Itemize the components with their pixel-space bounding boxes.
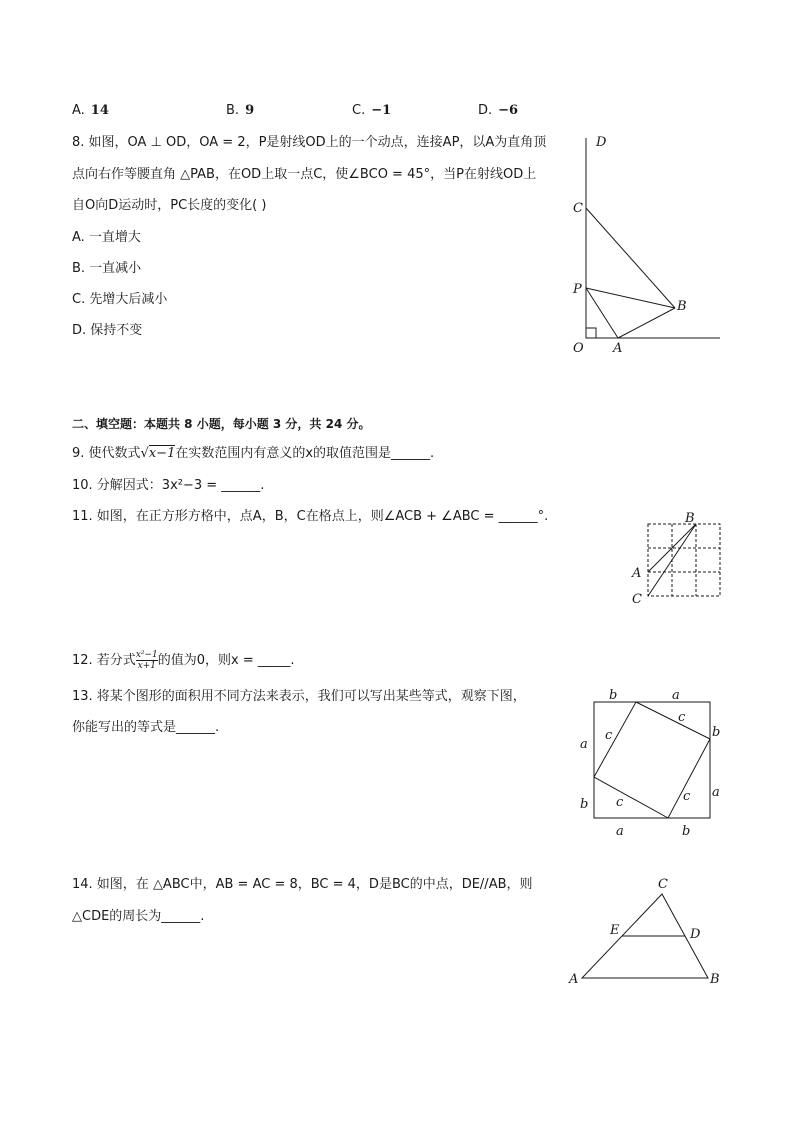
label-b: B: [685, 511, 695, 526]
label-b: B: [677, 299, 687, 314]
section-2-heading: 二、填空题：本题共 8 小题，每小题 3 分，共 24 分。: [72, 417, 371, 431]
segment-ab: [618, 308, 675, 338]
label-a-left: a: [580, 737, 588, 752]
q14-figure: [566, 872, 726, 992]
q12-text: 12. 若分式 $\frac{\text{x²−1}}{x+1}$ 的值为0，则x = _____.: [72, 650, 295, 671]
q12-fraction: $\frac{\text{x²−1}}{x+1}$: [135, 650, 158, 671]
grid-outline: [648, 524, 720, 596]
q13-figure: [572, 684, 732, 840]
q13-line-1: 13. 将某个图形的面积用不同方法来表示，我们可以写出某些等式，观察下图，: [72, 689, 526, 704]
right-angle-mark: [586, 328, 596, 338]
label-c: C: [658, 877, 668, 892]
label-a-bottom: a: [616, 824, 624, 839]
q8-line-3: 自O向D运动时，PC长度的变化( ): [72, 198, 267, 213]
label-a-right: a: [712, 785, 720, 800]
inner-square: [594, 702, 710, 818]
q14-line-1: 14. 如图，在 △ABC中，AB = AC = 8，BC = 4，D是BC的中点，DE//AB，则: [72, 877, 533, 892]
label-d: D: [690, 927, 701, 942]
q9-radicand: x−1: [148, 446, 176, 461]
segment-pb: [586, 288, 675, 308]
q13-line-2: 你能写出的等式是______.: [72, 720, 220, 735]
label-c-4: c: [616, 795, 624, 810]
label-b-left: b: [580, 797, 589, 812]
label-a: A: [632, 566, 642, 581]
label-b-bottom: b: [682, 824, 691, 839]
q11-text: 11. 如图，在正方形方格中，点A，B，C在格点上，则∠ACB + ∠ABC = ______°.: [72, 509, 549, 524]
label-b-top: b: [609, 688, 618, 703]
label-c: C: [632, 592, 642, 607]
q14-line-2: △CDE的周长为______.: [72, 909, 205, 924]
label-a-top: a: [672, 688, 680, 703]
q7-option-b: B. 9: [226, 103, 255, 118]
q8-figure: [560, 128, 730, 358]
label-c: C: [573, 201, 583, 216]
label-c-3: c: [683, 789, 691, 804]
q8-line-2: 点向右作等腰直角 △PAB，在OD上取一点C，使∠BCO = 45°，当P在射线OD上: [72, 167, 537, 182]
q9-text: 9. 使代数式√x−1在实数范围内有意义的x的取值范围是______.: [72, 446, 435, 461]
q11-figure: [628, 508, 728, 608]
q8-line-1: 8. 如图，OA ⊥ OD，OA = 2，P是射线OD上的一个动点，连接AP，以A为直角顶: [72, 135, 547, 150]
label-a: A: [613, 341, 623, 356]
label-c-1: c: [678, 710, 686, 725]
label-p: P: [573, 282, 582, 297]
label-d: D: [596, 135, 607, 150]
q7-option-a: A. 14: [72, 103, 109, 118]
label-e: E: [610, 923, 620, 938]
outer-square: [594, 702, 710, 818]
label-o: O: [573, 341, 584, 356]
q10-text: 10. 分解因式：3x²−3 = ______.: [72, 478, 265, 493]
q7-option-c: C. −1: [352, 103, 392, 118]
q7-option-d: D. −6: [478, 103, 519, 118]
q8-option-b: B. 一直减小: [72, 261, 142, 276]
q8-option-c: C. 先增大后减小: [72, 292, 168, 307]
label-b-right: b: [712, 725, 721, 740]
segment-pa: [586, 288, 618, 338]
label-c-2: c: [605, 728, 613, 743]
q8-option-d: D. 保持不变: [72, 323, 143, 338]
q8-option-a: A. 一直增大: [72, 230, 141, 245]
segment-cb: [586, 208, 675, 308]
label-a: A: [569, 972, 579, 987]
label-b: B: [710, 972, 720, 987]
